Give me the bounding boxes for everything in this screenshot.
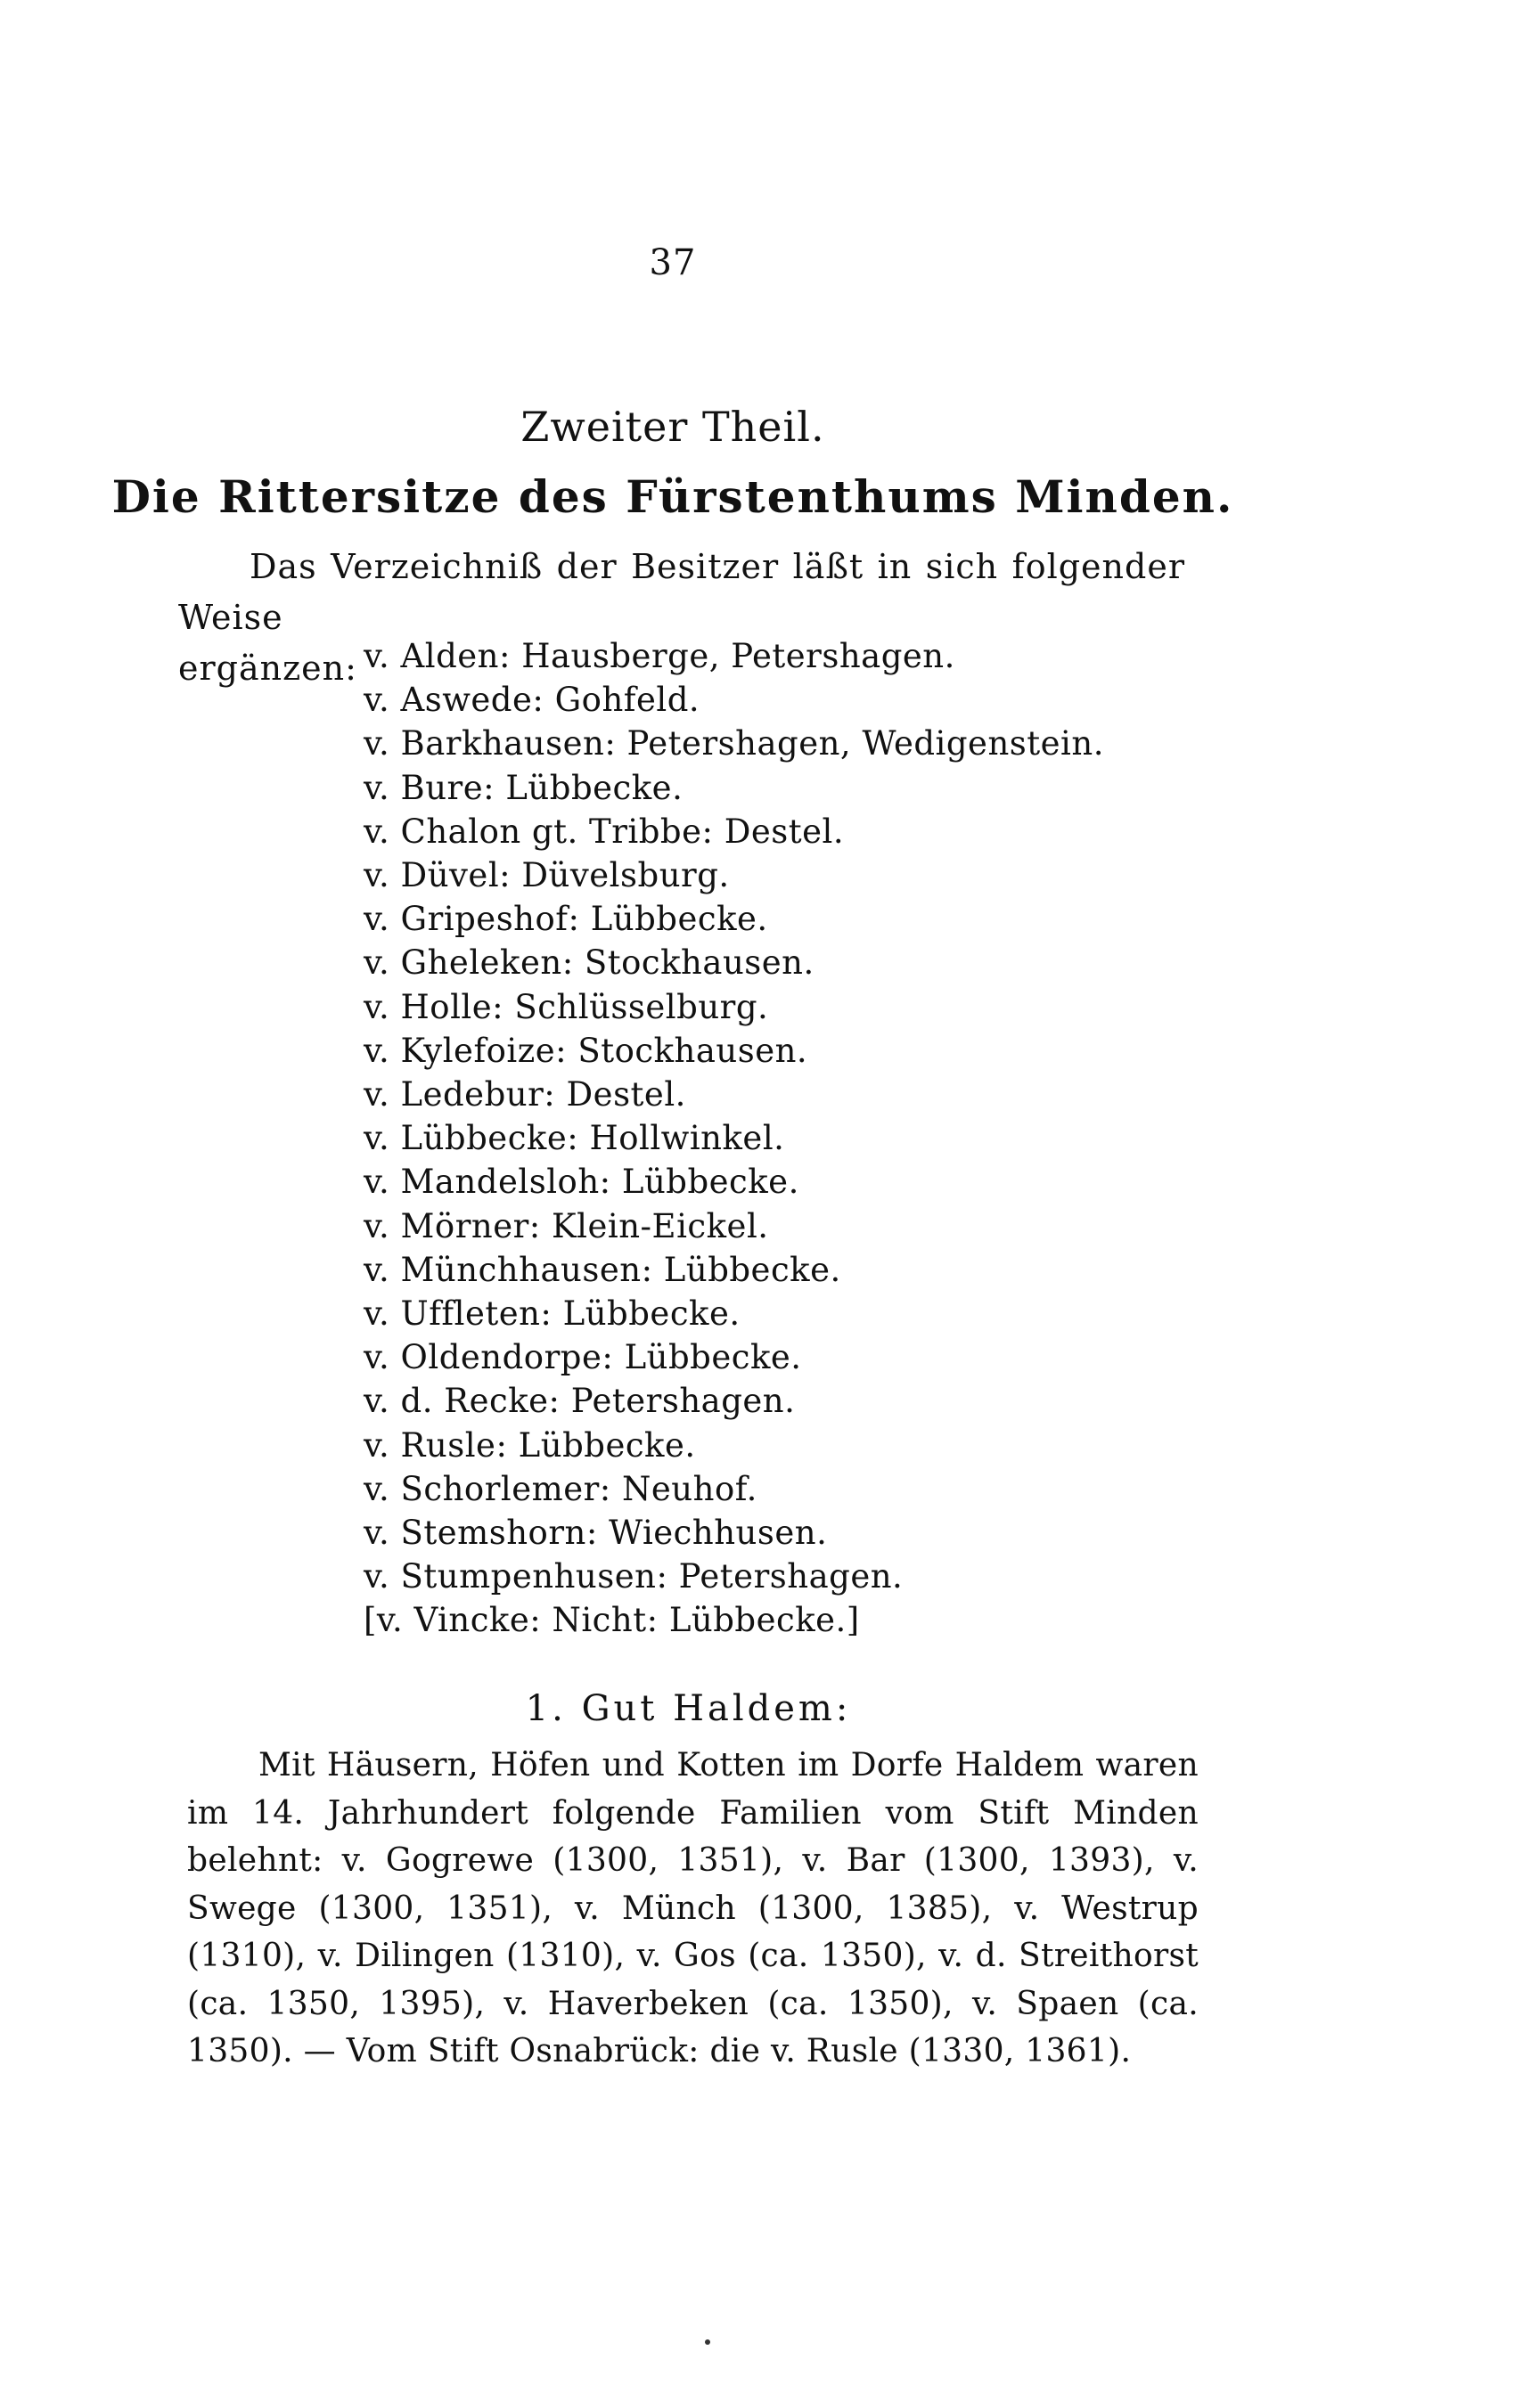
intro-line-1: Das Verzeichniß der Besitzer läßt in sich folgender Weise [178, 547, 1185, 637]
owner-entry: v. Kylefoize: Stockhausen. [364, 1031, 808, 1070]
owner-entry: v. Mörner: Klein-Eickel. [364, 1206, 769, 1245]
chapter-title: Die Rittersitze des Fürstenthums Minden. [111, 470, 1234, 523]
owner-entry: v. Stumpenhusen: Petershagen. [364, 1557, 904, 1596]
part-title: Zweiter Theil. [520, 403, 825, 451]
section-body: Mit Häusern, Höfen und Kotten im Dorfe Haldem waren im 14. Jahrhundert folgende Familien vom Stift Minden belehnt: v. Gogrewe (1300, 1351), v. Bar (1300, 1393), v. Swege (1300, 1351), v. Münch (1300, 1385), v. Westrup (1310), v. Dilingen (1310), v. Gos (ca. 1350), v. d. Streithorst (ca. 1350, 1395), v. Haverbeken (ca. 1350), v. Spaen (ca. 1350). — Vom Stift Osnabrück: die v. Rusle (1330, 1361). [187, 1747, 1199, 2069]
owner-entry: v. Lübbecke: Hollwinkel. [364, 1119, 785, 1158]
intro-line-2: ergänzen: [178, 649, 357, 688]
owner-entry: v. Alden: Hausberge, Petershagen. [364, 637, 955, 675]
owner-entry: v. Bure: Lübbecke. [364, 768, 684, 807]
owner-entry: v. Düvel: Düvelsburg. [364, 856, 730, 895]
owner-entry: v. Schorlemer: Neuhof. [364, 1469, 757, 1508]
owner-entry: v. Chalon gt. Tribbe: Destel. [364, 812, 845, 851]
owner-entry: v. Uffleten: Lübbecke. [364, 1294, 741, 1334]
owner-entry: v. Aswede: Gohfeld. [364, 681, 700, 720]
owner-entry-bracketed: [v. Vincke: Nicht: Lübbecke.] [364, 1601, 860, 1640]
page-number: 37 [649, 242, 697, 283]
owner-entry: v. Gripeshof: Lübbecke. [364, 900, 768, 939]
owner-list [364, 634, 1166, 1643]
owner-entry: v. d. Recke: Petershagen. [364, 1382, 796, 1421]
owner-entry: v. Gheleken: Stockhausen. [364, 943, 815, 983]
owner-entry: v. Oldendorpe: Lübbecke. [364, 1338, 802, 1377]
owner-entry: v. Mandelsloh: Lübbecke. [364, 1163, 799, 1202]
owner-entry: v. Rusle: Lübbecke. [364, 1425, 696, 1465]
owner-entry: v. Holle: Schlüsselburg. [364, 987, 769, 1026]
footer-dot [705, 2339, 710, 2345]
owner-entry: v. Stemshorn: Wiechhusen. [364, 1514, 828, 1553]
owner-entry: v. Ledebur: Destel. [364, 1075, 686, 1114]
owner-entry: v. Barkhausen: Petershagen, Wedigenstein. [364, 724, 1104, 763]
section-heading: 1. Gut Haldem: [525, 1688, 852, 1729]
owner-entry: v. Münchhausen: Lübbecke. [364, 1250, 841, 1289]
